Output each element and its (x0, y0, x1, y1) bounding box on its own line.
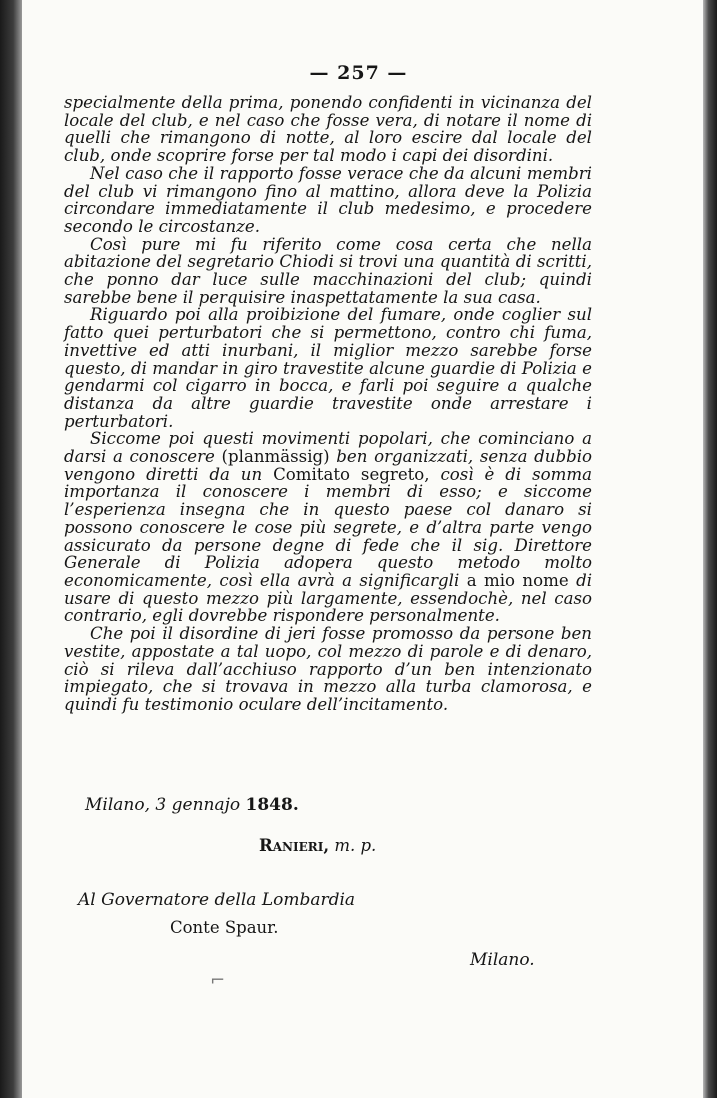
paragraph-5-part-g: di usare di questo mezzo più largamente, essendochè, nel caso contrario, egli dovrebbe rispondere personalmente. (64, 570, 593, 626)
addressee-title: Al Governatore della Lombardia (78, 890, 356, 910)
stray-ink-mark: ⌐ (210, 970, 226, 991)
signature-name: Ranieri, (259, 836, 330, 855)
signature (259, 836, 376, 855)
signature-suffix: m. p. (334, 836, 377, 855)
paragraph-5-a-mio-nome: a mio nome (466, 570, 569, 590)
body-text (64, 94, 592, 714)
paragraph-4: Riguardo poi alla proibizione del fumare, onde coglier sul fatto quei perturbatori che si permettono, contro chi fuma, invettive ed atti inurbani, il miglior mezzo sarebbe forse questo, di mandar in giro travestite alcune guardie di Polizia e gendarmi col cigarro in bocca, e farli poi seguire a qualche distanza da altre guardie travestite onde arrestare i perturbatori. (64, 305, 592, 431)
paragraph-5-part-a: Siccome poi questi movimenti popolari, che cominciano a darsi a conoscere (64, 429, 592, 467)
paragraph-5 (64, 430, 592, 625)
paragraph-1: specialmente della prima, ponendo confidenti in vicinanza del locale del club, e nel caso che fosse vera, di notare il nome di quelli che rimangono di notte, al loro escire dal locale del club, onde scoprire forse per tal modo i capi dei disordini. (64, 93, 592, 166)
paragraph-3: Così pure mi fu riferito come cosa certa che nella abitazione del segretario Chiodi si trovi una quantità di scritti, che ponno dar luce sulle macchinazioni del club; quindi sarebbe bene il perquisire inaspettatamente la sua casa. (64, 234, 592, 307)
page-gutter-left (0, 0, 22, 1098)
paragraph-5-part-c: ben organizzati, senza dubbio vengono diretti da un (64, 447, 593, 484)
paragraph-5-part-e: così è di somma importanza il conoscere i membri di esso; e siccome l’esperienza insegna che in questo paese col danaro si possono conoscere le cose più segrete, e d’altra parte vengo assicurato da persone degne di fede che il sig. Direttore Generale di Polizia adopera questo metodo molto economicamente, così ella avrà a significargli (64, 464, 592, 590)
addressee-city: Milano. (470, 950, 535, 970)
place-date-text: Milano, 3 gennajo (85, 795, 241, 815)
paragraph-5-german-term: (planmässig) (221, 447, 330, 467)
year: 1848. (245, 795, 299, 815)
paragraph-5-comitato: Comitato segreto, (273, 464, 430, 484)
page-gutter-right (703, 0, 717, 1098)
addressee-name: Conte Spaur. (170, 918, 279, 937)
place-date (85, 795, 299, 815)
paragraph-6: Che poi il disordine di jeri fosse promosso da persone ben vestite, appostate a tal uopo, col mezzo di parole e di denaro, ciò si rileva dall’acchiuso rapporto d’un ben intenzionato impiegato, che si trovava in mezzo alla turba clamorosa, e quindi fu testimonio oculare dell’incitamento. (64, 624, 592, 714)
paragraph-2: Nel caso che il rapporto fosse verace che da alcuni membri del club vi rimangono fino al mattino, allora deve la Polizia circondare immediatamente il club medesimo, e procedere secondo le circostanze. (64, 163, 592, 236)
page-number: — 257 — (309, 62, 408, 84)
